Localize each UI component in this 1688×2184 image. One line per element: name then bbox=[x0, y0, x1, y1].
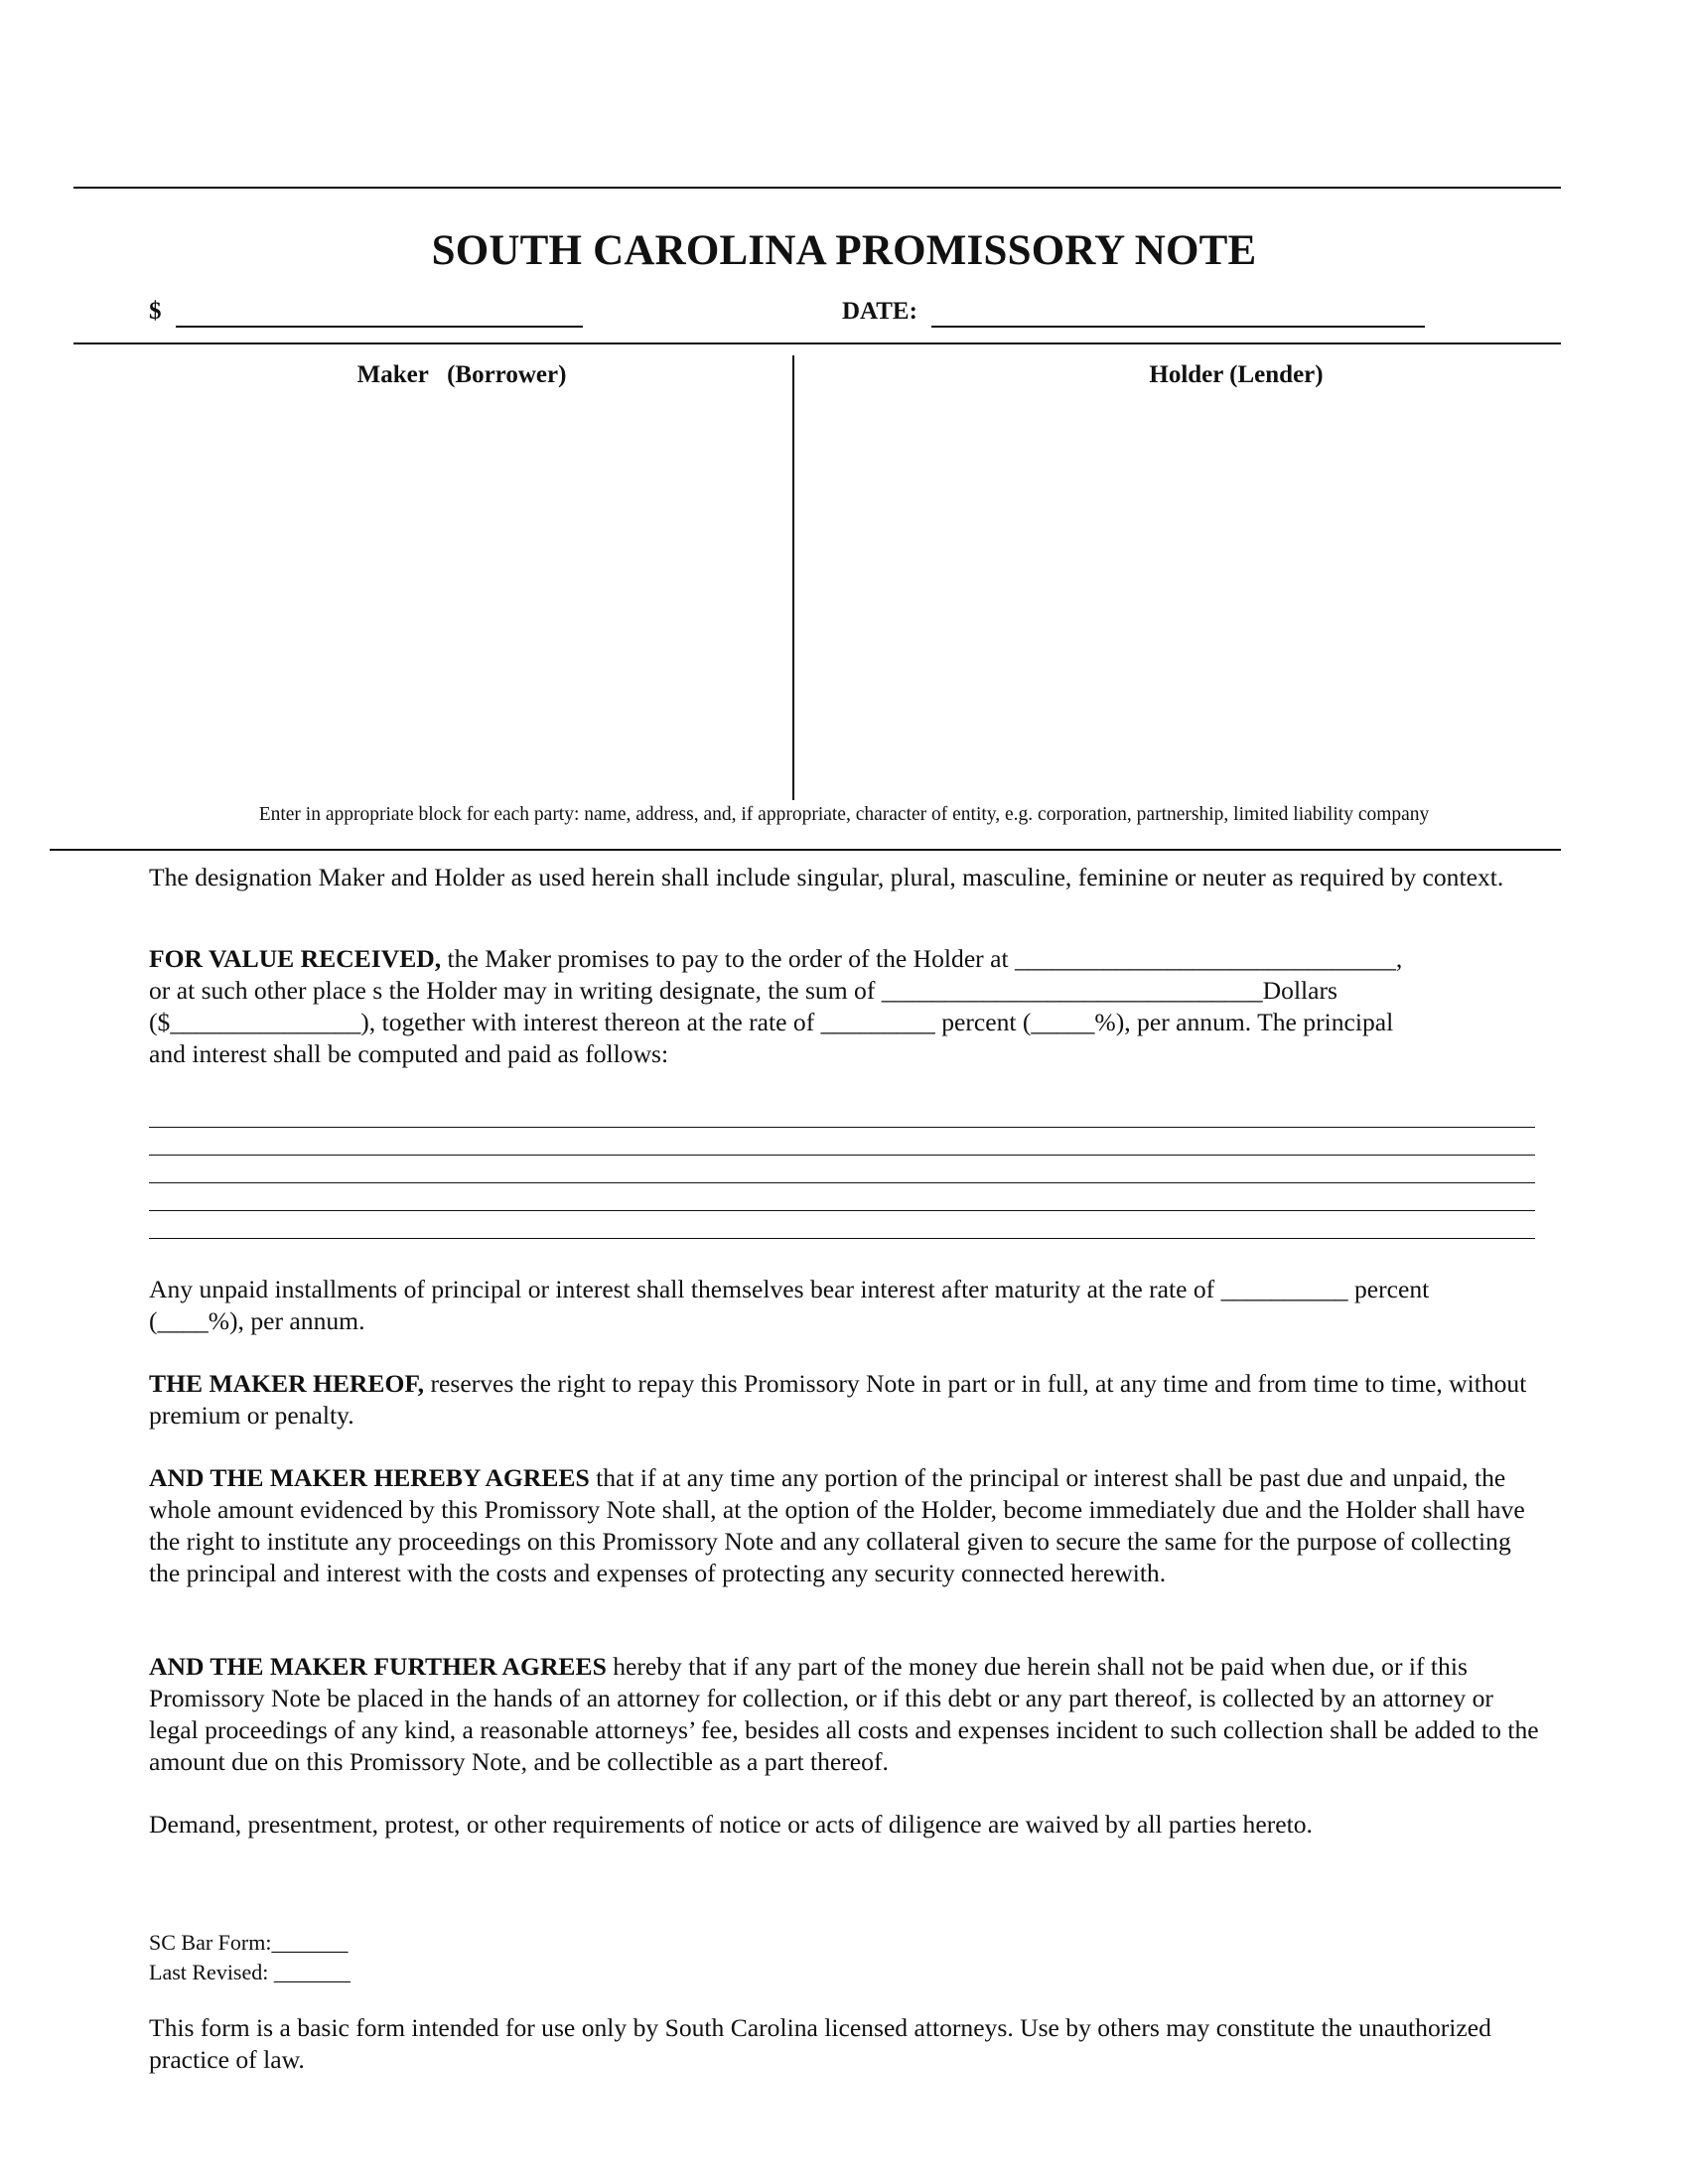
payment-line[interactable] bbox=[149, 1210, 1535, 1211]
holder-heading: Holder (Lender) bbox=[1149, 361, 1324, 388]
last-revised: Last Revised: _______ bbox=[149, 1960, 351, 1984]
agrees-lead: AND THE MAKER HEREBY AGREES bbox=[149, 1463, 590, 1492]
payment-line[interactable] bbox=[149, 1155, 1535, 1156]
amount-label: $ bbox=[149, 298, 162, 325]
party-rule bbox=[50, 849, 1561, 851]
collection-clause: AND THE MAKER FURTHER AGREES hereby that if any part of the money due herein shall not be paid when due, or if this Promissory Note be placed in the hands of an attorney for collection, or if this debt or any part thereof, is collected by an attorney or legal proceedings of any kind, a reasonable attorneys’ fee, besides all costs and expenses incident to such collection shall be added to the amount due on this Promissory Note, and be collectible as a part thereof. bbox=[149, 1652, 1539, 1776]
date-row bbox=[842, 298, 1425, 328]
prepayment-clause: THE MAKER HEREOF, reserves the right to repay this Promissory Note in part or in full, at any time and from time to time, without premium or penalty. bbox=[149, 1369, 1527, 1430]
further-lead: AND THE MAKER FURTHER AGREES bbox=[149, 1652, 607, 1681]
unpaid-clause bbox=[149, 1274, 1539, 1337]
default-clause: AND THE MAKER HEREBY AGREES that if at any time any portion of the principal or interest shall be past due and unpaid, the whole amount evidenced by this Promissory Note shall, at the option of the Holder, become immediately due and the Holder shall have the right to institute any proceedings on this Promissory Note and any collateral given to secure the same for the purpose of collecting the principal and interest with the costs and expenses of protecting any security connected herewith. bbox=[149, 1463, 1525, 1587]
amount-row bbox=[149, 298, 583, 328]
waiver-clause: Demand, presentment, protest, or other requirements of notice or acts of diligence are waived by all parties hereto. bbox=[149, 1810, 1313, 1839]
value-line-4: and interest shall be computed and paid as follows: bbox=[149, 1039, 669, 1068]
value-clause bbox=[149, 943, 1539, 1070]
value-line-2: or at such other place s the Holder may in writing designate, the sum of ______________________________Dollars bbox=[149, 976, 1338, 1005]
maker-block[interactable] bbox=[79, 397, 784, 794]
date-label: DATE: bbox=[842, 298, 917, 325]
party-instruction: Enter in appropriate block for each party: name, address, and, if appropriate, character of entity, e.g. corporation, partnership, limited liability company bbox=[258, 804, 1430, 825]
hereof-lead: THE MAKER HEREOF, bbox=[149, 1369, 425, 1398]
top-rule bbox=[73, 187, 1561, 189]
page-title: SOUTH CAROLINA PROMISSORY NOTE bbox=[431, 227, 1257, 274]
unpaid-line-2: (____%), per annum. bbox=[149, 1306, 365, 1335]
payment-line[interactable] bbox=[149, 1127, 1535, 1128]
unpaid-line-1: Any unpaid installments of principal or interest shall themselves bear interest after maturity at the rate of __________ percent bbox=[149, 1275, 1430, 1303]
value-lead: FOR VALUE RECEIVED, bbox=[149, 944, 442, 973]
maker-heading: Maker (Borrower) bbox=[356, 361, 567, 388]
payment-line[interactable] bbox=[149, 1182, 1535, 1183]
bar-form-number: SC Bar Form:_______ bbox=[149, 1930, 349, 1955]
holder-block[interactable] bbox=[800, 397, 1555, 794]
payment-line[interactable] bbox=[149, 1238, 1535, 1239]
designation-clause: The designation Maker and Holder as used herein shall include singular, plural, masculine, feminine or neuter as required by context. bbox=[149, 863, 1504, 891]
form-meta bbox=[149, 1928, 1539, 1987]
amount-field[interactable] bbox=[176, 298, 583, 328]
header-rule bbox=[73, 342, 1561, 344]
value-line-1: FOR VALUE RECEIVED, the Maker promises to pay to the order of the Holder at ______________________________, bbox=[149, 944, 1403, 973]
column-divider bbox=[792, 355, 794, 800]
disclaimer: This form is a basic form intended for use only by South Carolina licensed attorneys. Use by others may constitute the unauthorized practice of law. bbox=[149, 2013, 1491, 2074]
date-field[interactable] bbox=[931, 298, 1425, 328]
value-line-3: ($_______________), together with interest thereon at the rate of _________ percent (_____%), per annum. The principal bbox=[149, 1008, 1394, 1036]
